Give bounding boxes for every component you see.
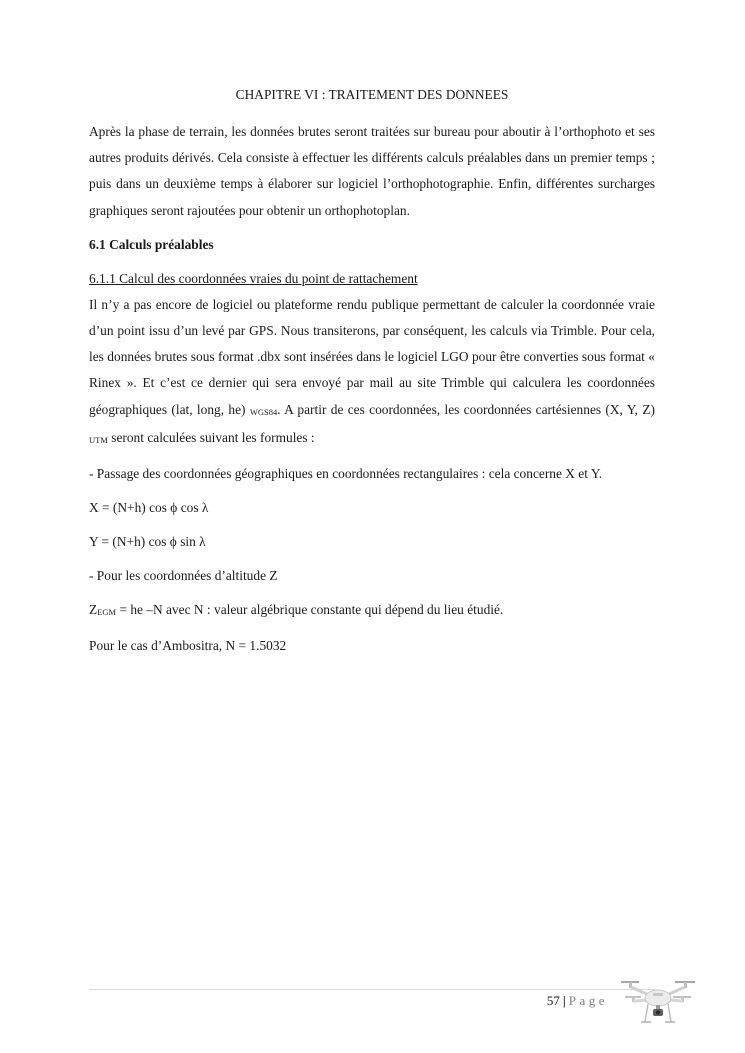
subsection-heading: 6.1.1 Calcul des coordonnées vraies du point de rattachement (89, 270, 418, 286)
document-body (89, 82, 655, 659)
ambositra-paragraph: Pour le cas d’Ambositra, N = 1.5032 (89, 638, 287, 654)
equation-y: Y = (N+h) cos ϕ sin λ (89, 534, 206, 550)
footer-divider (89, 989, 655, 990)
page-footer (547, 992, 608, 1010)
z-equation-rest: = he –N avec N : valeur algébrique constante qui dépend du lieu étudié. (119, 602, 504, 618)
footer-separator: | (562, 993, 566, 1008)
z-intro-paragraph: - Pour les coordonnées d’altitude Z (89, 568, 278, 584)
xy-intro-paragraph: - Passage des coordonnées géographiques en coordonnées rectangulaires : cela concerne X et Y. (89, 466, 603, 482)
utm-subscript: UTM (89, 434, 108, 445)
section-heading: 6.1 Calculs préalables (89, 236, 214, 252)
equation-z (89, 597, 655, 625)
method-text-part-2: . A partir de ces coordonnées, les coordonnées cartésiennes (X, Y, Z) (277, 401, 655, 417)
wgs84-subscript: WGS84 (249, 406, 278, 417)
method-paragraph (89, 292, 655, 453)
page-label: Page (568, 993, 608, 1008)
method-text-part-1: Il n’y a pas encore de logiciel ou plateforme rendu publique permettant de calculer la coordonnée vraie d’un point issu d’un levé par GPS. Nous transiterons, par conséquent, les calculs via Trimble. Pour cela, les données brutes sous format .dbx sont insérées dans le logiciel LGO pour être converties sous format « Rinex ». Et c’est ce dernier qui sera envoyé par mail au site Trimble qui calculera les coordonnées géographiques (lat, long, he) (89, 296, 655, 417)
equation-x: X = (N+h) cos ϕ cos λ (89, 500, 209, 516)
page-number: 57 (546, 993, 560, 1008)
chapter-title: CHAPITRE VI : TRAITEMENT DES DONNEES (235, 87, 509, 102)
egm-subscript: EGM (97, 607, 117, 618)
intro-paragraph: Après la phase de terrain, les données brutes seront traitées sur bureau pour aboutir à l’orthophoto et ses autres produits dérivés. Cela consiste à effectuer les différents calculs préalables dans un premier temps ; puis dans un deuxième temps à élaborer sur logiciel l’orthophotographie. Enfin, différentes surcharges graphiques seront rajoutées pour obtenir un orthophotoplan. (89, 124, 655, 218)
method-text-part-3: seront calculées suivant les formules : (111, 429, 315, 445)
drone-icon (619, 973, 697, 1029)
z-symbol: Z (89, 602, 98, 618)
